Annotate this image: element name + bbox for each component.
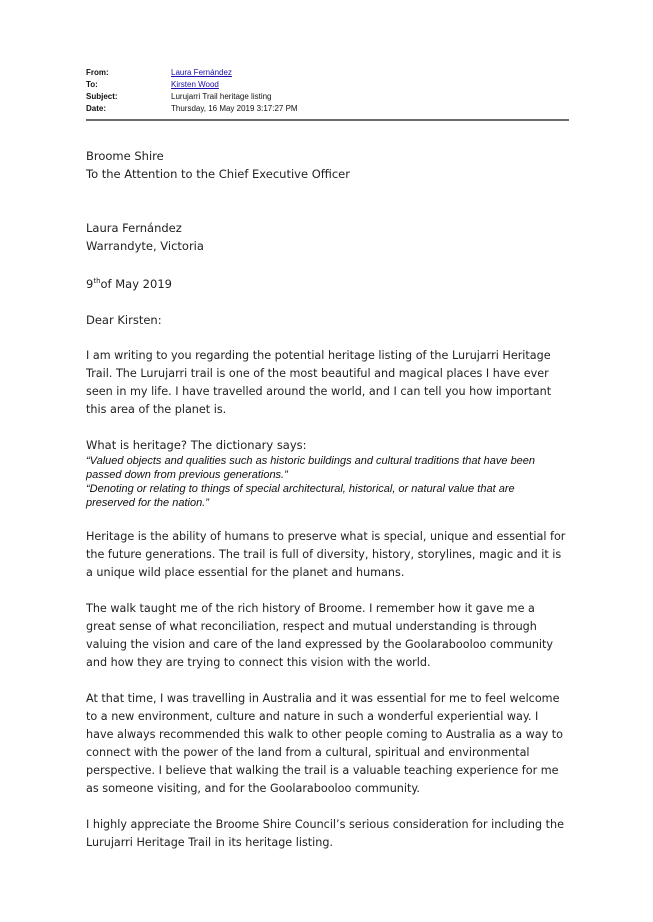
recipient-line-2: To the Attention to the Chief Executive Officer — [86, 167, 350, 181]
paragraph-5: I highly appreciate the Broome Shire Council’s serious consideration for including the Lurujarri Heritage Trail in its heritage listing. — [86, 818, 564, 849]
from-label: From: — [86, 67, 109, 77]
sender-name: Laura Fernández — [86, 221, 182, 235]
paragraph-4: At that time, I was travelling in Australia and it was essential for me to feel welcome to a new environment, culture and nature in such a wonderful experiential way. I have always recommended this walk to other people coming to Australia as a way to connect with the power of the land from a cultural, spiritual and environmental perspective. I believe that walking the trail is a valuable teaching experience for me as someone visiting, and for the Goolarabooloo community. — [86, 692, 564, 795]
email-header — [86, 66, 568, 114]
date-rest: of May 2019 — [100, 277, 172, 291]
paragraph-1: I am writing to you regarding the potential heritage listing of the Lurujarri Heritage Trail. The Lurujarri trail is one of the most beautiful and magical places I have ever seen in my life. I have travelled around the world, and I can tell you how important this area of the planet is. — [86, 349, 552, 416]
from-link[interactable]: Laura Fernández — [171, 67, 232, 77]
to-row — [86, 78, 568, 90]
date-day: 9 — [86, 277, 94, 291]
date-row — [86, 102, 568, 114]
paragraph-2: Heritage is the ability of humans to preserve what is special, unique and essential for the future generations. The trail is full of diversity, history, storylines, magic and it is a unique wild place essential for the planet and humans. — [86, 530, 566, 579]
from-row — [86, 66, 568, 78]
to-label: To: — [86, 79, 98, 89]
dictionary-quote-1: “Valued objects and qualities such as historic buildings and cultural traditions that have been passed down from previous generations.” — [86, 455, 536, 481]
recipient-line-1: Broome Shire — [86, 149, 164, 163]
date-value: Thursday, 16 May 2019 3:17:27 PM — [171, 103, 298, 113]
heritage-question: What is heritage? The dictionary says: — [86, 438, 307, 452]
paragraph-3: The walk taught me of the rich history of Broome. I remember how it gave me a great sense of what reconciliation, respect and mutual understanding is through valuing the vision and care of the land expressed by the Goolarabooloo community and how they are trying to connect this vision with the world. — [86, 602, 554, 669]
header-divider — [86, 119, 569, 121]
letter-body — [86, 147, 566, 852]
date-suffix: th — [93, 277, 101, 286]
subject-label: Subject: — [86, 91, 118, 101]
subject-row — [86, 90, 568, 102]
sender-location: Warrandyte, Victoria — [86, 239, 204, 253]
date-label: Date: — [86, 103, 107, 113]
letter-date — [86, 275, 566, 293]
dictionary-quote-2: “Denoting or relating to things of special architectural, historical, or natural value that are preserved for the nation.” — [86, 483, 515, 509]
to-link[interactable]: Kirsten Wood — [171, 79, 219, 89]
salutation: Dear Kirsten: — [86, 313, 162, 327]
subject-value: Lurujarri Trail heritage listing — [171, 91, 272, 101]
